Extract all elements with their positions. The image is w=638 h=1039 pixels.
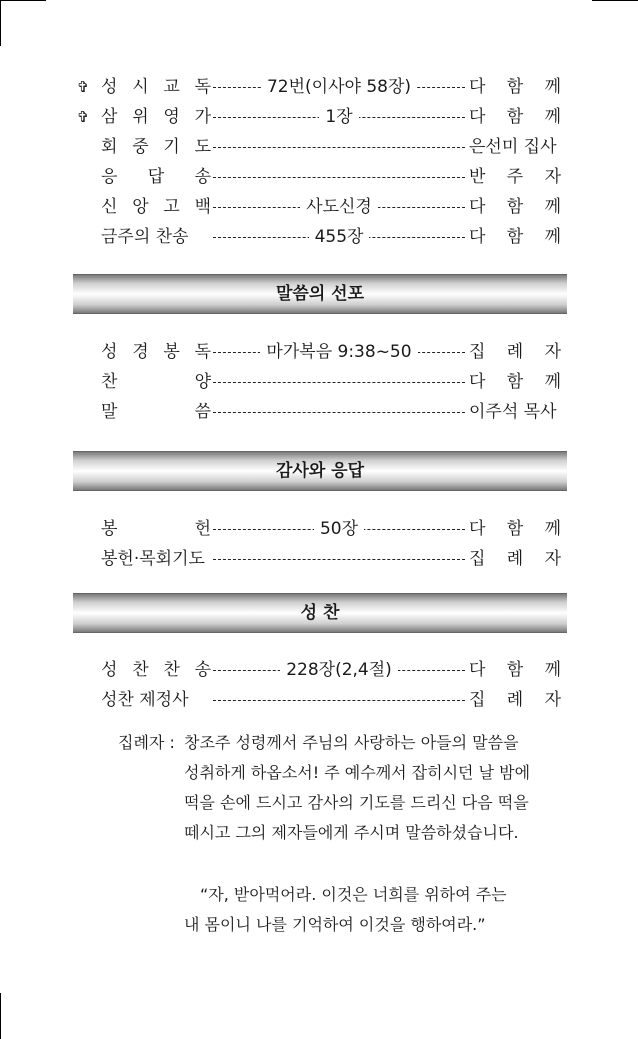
order-row: [75, 73, 567, 101]
label-char: 께: [544, 107, 561, 127]
label-char: 자: [544, 690, 561, 710]
label-char: 앙: [132, 197, 149, 217]
order-label: [101, 193, 211, 221]
order-detail: 1장: [319, 107, 358, 127]
section-banner-thanks: 감사와 응답: [73, 451, 567, 491]
label-char: 고: [163, 197, 180, 217]
label-char: 례: [506, 549, 524, 569]
order-label: 금주의 찬송: [101, 227, 189, 247]
label-char: 다: [469, 107, 486, 127]
label-char: 함: [506, 107, 524, 127]
order-label: [101, 103, 211, 131]
label-char: 헌: [194, 519, 211, 539]
label-char: 께: [544, 77, 561, 97]
label-char: 시: [132, 77, 149, 97]
label-char: 씀: [194, 402, 211, 422]
order-label: [101, 338, 211, 366]
order-leader: [469, 223, 561, 251]
label-char: 찬: [163, 660, 180, 680]
order-detail: 455장: [309, 227, 370, 247]
crop-mark-top-left-horizontal: [0, 0, 46, 1]
order-row: [75, 656, 567, 684]
label-char: 기: [163, 137, 180, 157]
order-leader: 이주석 목사: [469, 402, 557, 422]
label-char: 께: [544, 519, 561, 539]
label-char: 다: [469, 77, 486, 97]
label-char: 독: [194, 342, 211, 362]
label-char: 위: [132, 107, 149, 127]
order-leader: [469, 515, 561, 543]
label-char: 다: [469, 197, 486, 217]
label-char: 응: [101, 167, 118, 187]
label-char: 성: [101, 342, 118, 362]
label-char: 주: [506, 167, 524, 187]
label-char: 함: [506, 77, 524, 97]
order-leader: 은선미 집사: [469, 137, 557, 157]
order-row: [75, 103, 567, 131]
label-char: 양: [194, 372, 211, 392]
order-row: [75, 193, 567, 221]
order-row: [75, 133, 567, 161]
label-char: 가: [194, 107, 211, 127]
crop-mark-bottom-left-vertical: [0, 993, 1, 1039]
order-row: [75, 163, 567, 191]
order-detail: 50장: [314, 519, 364, 539]
label-char: 례: [506, 690, 524, 710]
order-label: [101, 368, 211, 396]
order-leader: [469, 686, 561, 714]
label-char: 다: [469, 519, 486, 539]
label-char: 다: [469, 372, 486, 392]
label-char: 찬: [101, 372, 118, 392]
label-char: 자: [544, 167, 561, 187]
order-detail: 228장(2,4절): [280, 660, 398, 680]
label-char: 집: [469, 690, 486, 710]
order-label: [101, 163, 211, 191]
label-char: 경: [132, 342, 149, 362]
label-char: 성: [101, 77, 118, 97]
label-char: 집: [469, 342, 486, 362]
label-char: 함: [506, 519, 524, 539]
order-leader: [469, 368, 561, 396]
order-leader: [469, 73, 561, 101]
order-row: [75, 398, 567, 426]
order-row: [75, 545, 567, 573]
order-leader: [469, 163, 561, 191]
cross-icon: ✞: [76, 108, 90, 126]
officiant-line: 떡을 손에 드시고 감사의 기도를 드리신 다음 떡을: [184, 793, 529, 812]
label-char: 다: [469, 227, 486, 247]
cross-icon: ✞: [76, 78, 90, 96]
officiant-speaker: 집례자 :: [118, 733, 175, 752]
order-row: [75, 223, 567, 251]
label-char: 말: [101, 402, 118, 422]
label-char: 백: [194, 197, 211, 217]
order-detail: 사도신경: [300, 197, 378, 217]
label-char: 께: [544, 660, 561, 680]
label-char: 영: [163, 107, 180, 127]
label-char: 다: [469, 660, 486, 680]
order-leader: [469, 545, 561, 573]
order-leader: [469, 338, 561, 366]
order-label: [101, 398, 211, 426]
label-char: 회: [101, 137, 118, 157]
label-char: 중: [132, 137, 149, 157]
order-label: [101, 73, 211, 101]
order-row: [75, 686, 567, 714]
label-char: 함: [506, 660, 524, 680]
crop-mark-top-left-vertical: [0, 0, 1, 46]
officiant-line: 떼시고 그의 제자들에게 주시며 말씀하셨습니다.: [184, 823, 519, 842]
label-char: 삼: [101, 107, 118, 127]
order-leader: [469, 103, 561, 131]
order-label: [101, 515, 211, 543]
officiant-line: 성취하게 하옵소서! 주 예수께서 잡히시던 날 밤에: [184, 763, 531, 782]
label-char: 송: [194, 167, 211, 187]
quote-line: 내 몸이니 나를 기억하여 이것을 행하여라.”: [184, 915, 486, 934]
order-leader: [469, 193, 561, 221]
label-char: 자: [544, 342, 561, 362]
order-row: [75, 338, 567, 366]
section-banner-word: 말씀의 선포: [73, 274, 567, 314]
section-banner-communion: 성 찬: [73, 593, 567, 633]
label-char: 답: [147, 167, 165, 187]
label-char: 도: [194, 137, 211, 157]
label-char: 신: [101, 197, 118, 217]
label-char: 집: [469, 549, 486, 569]
label-char: 성: [101, 660, 118, 680]
label-char: 자: [544, 549, 561, 569]
order-detail: 72번(이사야 58장): [261, 77, 417, 97]
label-char: 반: [469, 167, 486, 187]
label-char: 송: [194, 660, 211, 680]
label-char: 께: [544, 197, 561, 217]
order-label: [101, 133, 211, 161]
officiant-line: 창조주 성령께서 주님의 사랑하는 아들의 말씀을: [184, 733, 519, 752]
label-char: 함: [506, 227, 524, 247]
quote-line: “자, 받아먹어라. 이것은 너희를 위하여 주는: [200, 885, 507, 904]
label-char: 찬: [132, 660, 149, 680]
label-char: 함: [506, 197, 524, 217]
order-detail: 마가복음 9:38~50: [260, 342, 417, 362]
crop-mark-top-right-horizontal: [592, 0, 638, 1]
order-row: [75, 368, 567, 396]
label-char: 께: [544, 372, 561, 392]
label-char: 교: [163, 77, 180, 97]
order-label: [101, 656, 211, 684]
order-label: 봉헌·목회기도: [101, 549, 205, 569]
label-char: 독: [194, 77, 211, 97]
label-char: 께: [544, 227, 561, 247]
label-char: 례: [506, 342, 524, 362]
order-leader: [469, 656, 561, 684]
label-char: 함: [506, 372, 524, 392]
label-char: 봉: [163, 342, 180, 362]
label-char: 봉: [101, 519, 118, 539]
order-label: 성찬 제정사: [101, 690, 189, 710]
order-row: [75, 515, 567, 543]
